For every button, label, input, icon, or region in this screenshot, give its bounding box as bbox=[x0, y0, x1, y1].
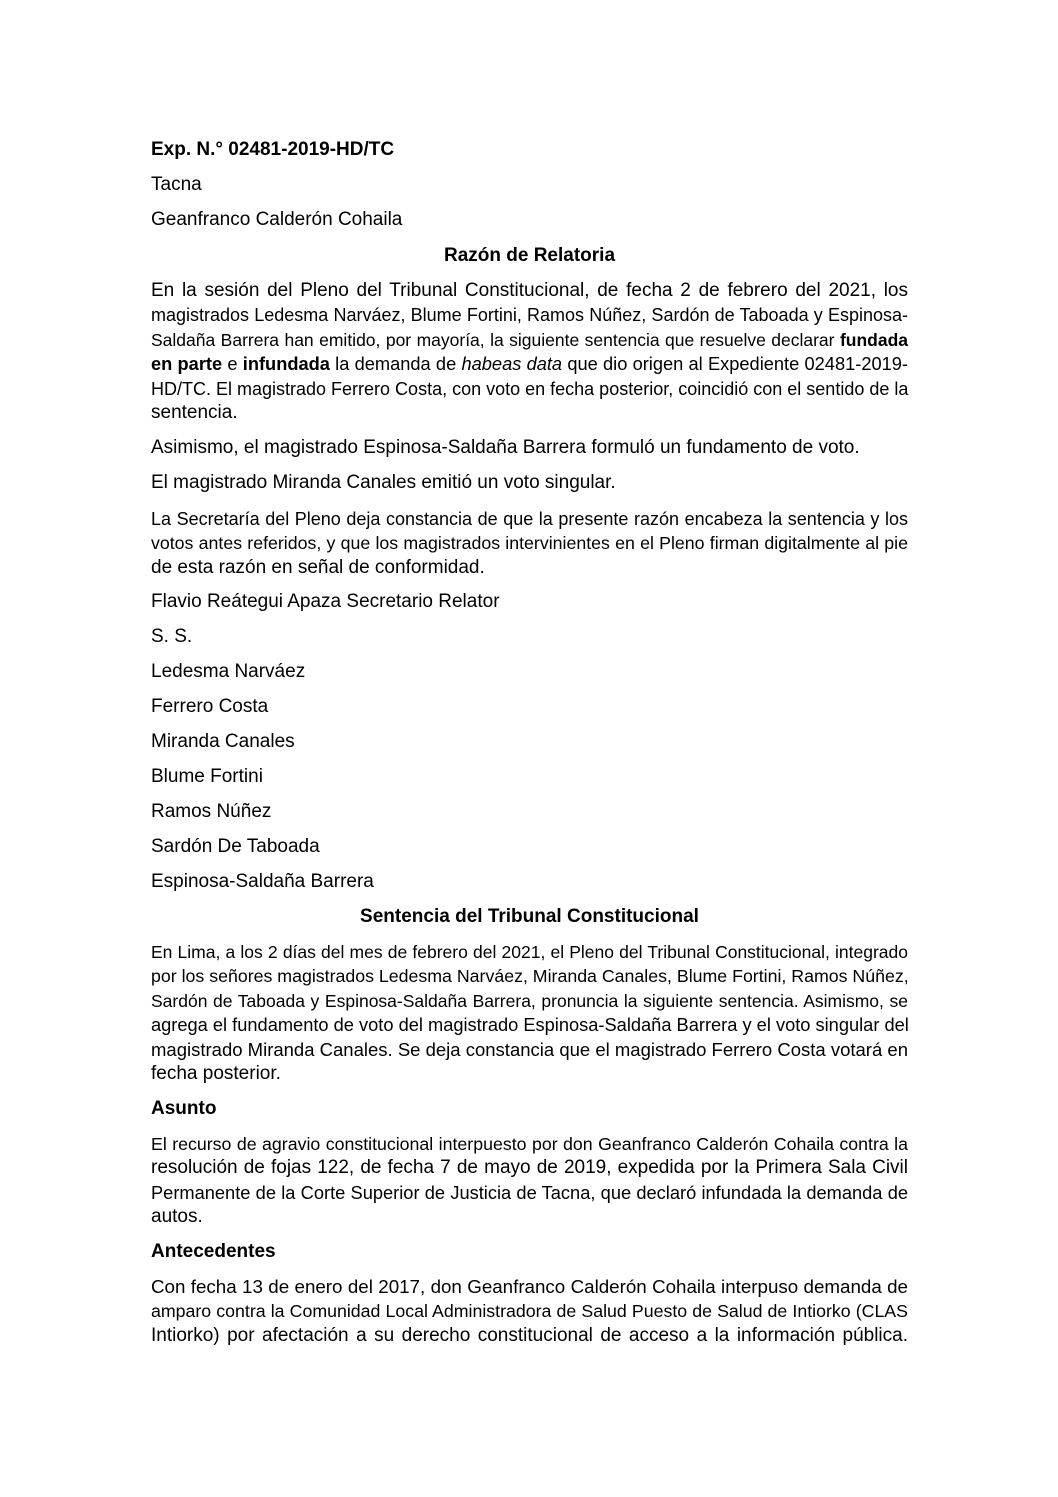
party-name: Geanfranco Calderón Cohaila bbox=[151, 209, 403, 230]
text-line: Intiorko) por afectación a su derecho constitucional de acceso a la información pública. bbox=[151, 1324, 908, 1346]
text-line: En Lima, a los 2 días del mes de febrero del 2021, el Pleno del Tribunal Constitucional, integrado bbox=[151, 942, 908, 962]
text-line: autos. bbox=[151, 1206, 203, 1228]
razon-paragraph-3: El magistrado Miranda Canales emitió un voto singular. bbox=[151, 472, 616, 493]
text-line: agrega el fundamento de voto del magistrado Espinosa-Saldaña Barrera y el voto singular del bbox=[151, 1014, 909, 1036]
text-line bbox=[151, 352, 908, 376]
text-run: e bbox=[222, 353, 243, 375]
magistrate-name: Ramos Núñez bbox=[151, 801, 272, 822]
italic-term: habeas data bbox=[461, 353, 563, 375]
asunto-paragraph bbox=[151, 1132, 908, 1230]
text-line: La Secretaría del Pleno deja constancia de que la presente razón encabeza la sentencia y los bbox=[151, 509, 908, 529]
razon-paragraph-4 bbox=[151, 507, 908, 580]
ss-label: S. S. bbox=[151, 626, 193, 647]
text-line: En la sesión del Pleno del Tribunal Constitucional, de fecha 2 de febrero del 2021, los bbox=[151, 280, 908, 301]
text-line: Permanente de la Corte Superior de Justicia de Tacna, que declaró infundada la demanda de bbox=[151, 1181, 908, 1203]
text-line: magistrado Miranda Canales. Se deja constancia que el magistrado Ferrero Costa votará en bbox=[151, 1038, 908, 1060]
bold-term: infundada bbox=[242, 353, 330, 375]
text-line: amparo contra la Comunidad Local Administradora de Salud Puesto de Salud de Intiorko (CLAS bbox=[151, 1301, 908, 1322]
magistrate-name: Ledesma Narváez bbox=[151, 661, 306, 682]
city: Tacna bbox=[151, 174, 202, 195]
razon-paragraph-2: Asimismo, el magistrado Espinosa-Saldaña Barrera formuló un fundamento de voto. bbox=[151, 437, 860, 458]
text-run: que dio origen al Expediente 02481-2019- bbox=[562, 353, 909, 375]
text-line: Sardón de Taboada y Espinosa-Saldaña Barrera, pronuncia la siguiente sentencia. Asimismo, se bbox=[151, 990, 908, 1011]
antecedentes-paragraph bbox=[151, 1275, 908, 1348]
text-line: HD/TC. El magistrado Ferrero Costa, con voto en fecha posterior, coincidió con el sentido de la bbox=[151, 378, 909, 399]
text-line: de esta razón en señal de conformidad. bbox=[151, 556, 485, 578]
text-line: resolución de fojas 122, de fecha 7 de mayo de 2019, expedida por la Primera Sala Civil bbox=[151, 1157, 908, 1179]
magistrate-name: Blume Fortini bbox=[151, 766, 263, 787]
magistrate-name: Ferrero Costa bbox=[151, 696, 269, 717]
bold-term: fundada bbox=[839, 329, 908, 350]
text-line: votos antes referidos, y que los magistrados intervinientes en el Pleno firman digitalmente al pie bbox=[151, 533, 908, 554]
text-line: Con fecha 13 de enero del 2017, don Geanfranco Calderón Cohaila interpuso demanda de bbox=[151, 1276, 908, 1297]
text-line: por los señores magistrados Ledesma Narváez, Miranda Canales, Blume Fortini, Ramos Núñez, bbox=[151, 966, 909, 987]
expediente-number: Exp. N.° 02481-2019-HD/TC bbox=[151, 139, 395, 160]
text-line: El recurso de agravio constitucional interpuesto por don Geanfranco Calderón Cohaila contra la bbox=[151, 1134, 908, 1154]
magistrate-name: Espinosa-Saldaña Barrera bbox=[151, 871, 374, 892]
bold-term: en parte bbox=[151, 353, 223, 375]
magistrate-name: Sardón De Taboada bbox=[151, 836, 320, 857]
secretario-relator: Flavio Reátegui Apaza Secretario Relator bbox=[151, 591, 500, 612]
text-line: magistrados Ledesma Narváez, Blume Fortini, Ramos Núñez, Sardón de Taboada y Espinosa- bbox=[151, 305, 908, 326]
text-run: Saldaña Barrera han emitido, por mayoría, la siguiente sentencia que resuelve declarar bbox=[151, 329, 840, 350]
magistrate-name: Miranda Canales bbox=[151, 731, 295, 752]
sentencia-paragraph-1 bbox=[151, 940, 908, 1086]
razon-paragraph-1 bbox=[151, 279, 908, 425]
razon-title: Razón de Relatoria bbox=[443, 245, 616, 266]
text-line bbox=[151, 328, 908, 352]
sentencia-title: Sentencia del Tribunal Constitucional bbox=[360, 906, 699, 927]
text-line: sentencia. bbox=[151, 402, 238, 424]
asunto-heading: Asunto bbox=[151, 1098, 217, 1119]
antecedentes-heading: Antecedentes bbox=[151, 1241, 276, 1262]
text-run: la demanda de bbox=[329, 353, 462, 375]
text-line: fecha posterior. bbox=[151, 1063, 281, 1085]
